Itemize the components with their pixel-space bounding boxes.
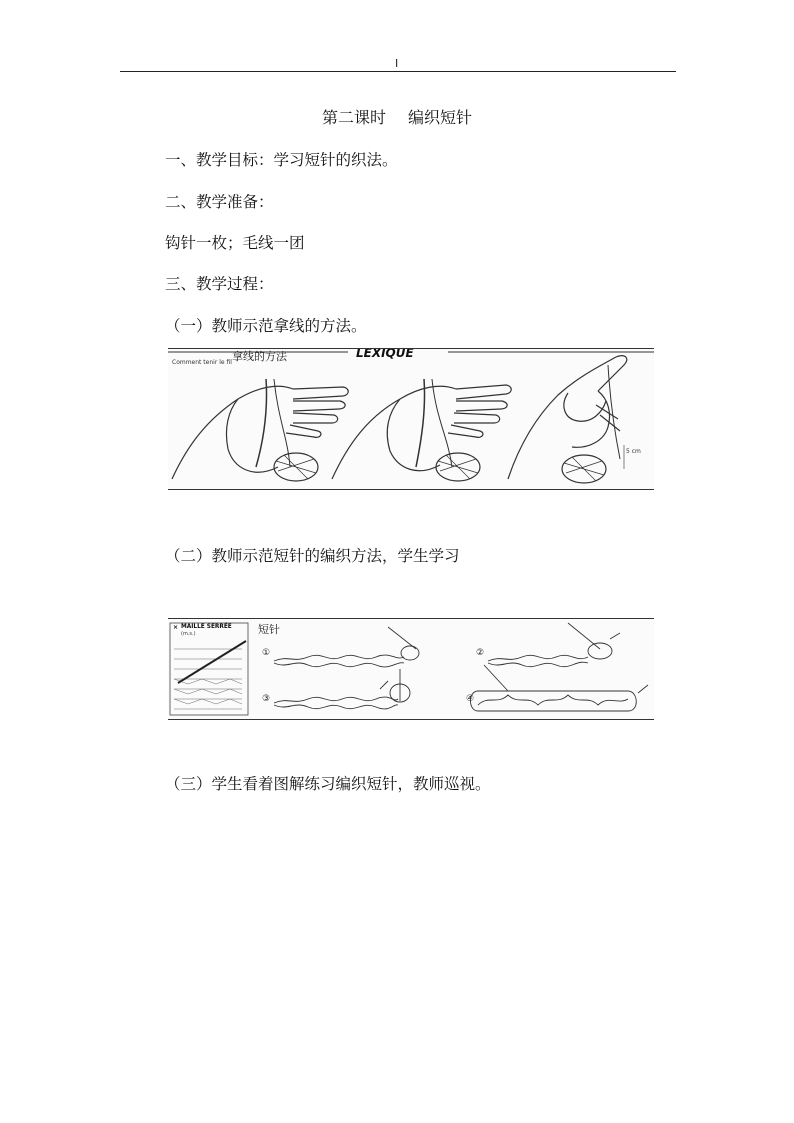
prep-heading: 二、教学准备：	[165, 193, 274, 211]
figure1-measure: 5 cm	[626, 448, 641, 455]
crochet-hook-left	[178, 641, 246, 683]
step-1-marker: ①	[262, 648, 271, 658]
figure1-banner: LEXIQUE	[356, 349, 414, 360]
step-1-drawing	[274, 627, 419, 667]
process-heading: 三、教学过程：	[165, 275, 274, 293]
step-2-marker: ②	[476, 648, 485, 658]
lesson-title-part2: 编织短针	[408, 108, 473, 127]
yarn-ball-3	[562, 455, 606, 483]
objective-line: 一、教学目标：学习短针的织法。	[165, 151, 398, 169]
step-4-marker: ④	[466, 694, 475, 704]
yarn-holding-figure	[168, 348, 654, 490]
header-mark: I	[395, 57, 399, 70]
header-rule	[120, 71, 676, 72]
yarn-ball-1	[274, 453, 318, 481]
single-crochet-figure	[168, 618, 654, 720]
stitch-abbr: (m.s.)	[181, 631, 196, 637]
step-3-drawing	[274, 669, 410, 709]
stitch-name-fr: MAILLE SERRÉE	[181, 624, 232, 630]
hand-2-drawing	[332, 379, 511, 479]
single-crochet-illustration	[168, 619, 654, 719]
step-3-marker: ③	[262, 694, 271, 704]
lesson-title-part1: 第二课时	[321, 108, 386, 127]
step-2-drawing	[488, 623, 620, 667]
step1-line: （一）教师示范拿线的方法。	[165, 317, 367, 335]
svg-text:×: ×	[173, 624, 179, 631]
yarn-ball-2	[436, 453, 480, 481]
stitch-name-cn: 短针	[258, 623, 280, 636]
step2-line: （二）教师示范短针的编织方法，学生学习	[165, 547, 460, 565]
step3-line: （三）学生看着图解练习编织短针，教师巡视。	[165, 775, 491, 793]
lesson-title	[0, 108, 794, 128]
step-4-drawing	[471, 665, 649, 711]
prep-items: 钩针一枚；毛线一团	[165, 234, 305, 252]
yarn-holding-illustration	[168, 349, 654, 489]
hand-1-drawing	[172, 379, 348, 479]
figure1-caption-cn: 拿线的方法	[232, 350, 287, 363]
figure1-caption-fr: Comment tenir le fil	[172, 359, 232, 366]
